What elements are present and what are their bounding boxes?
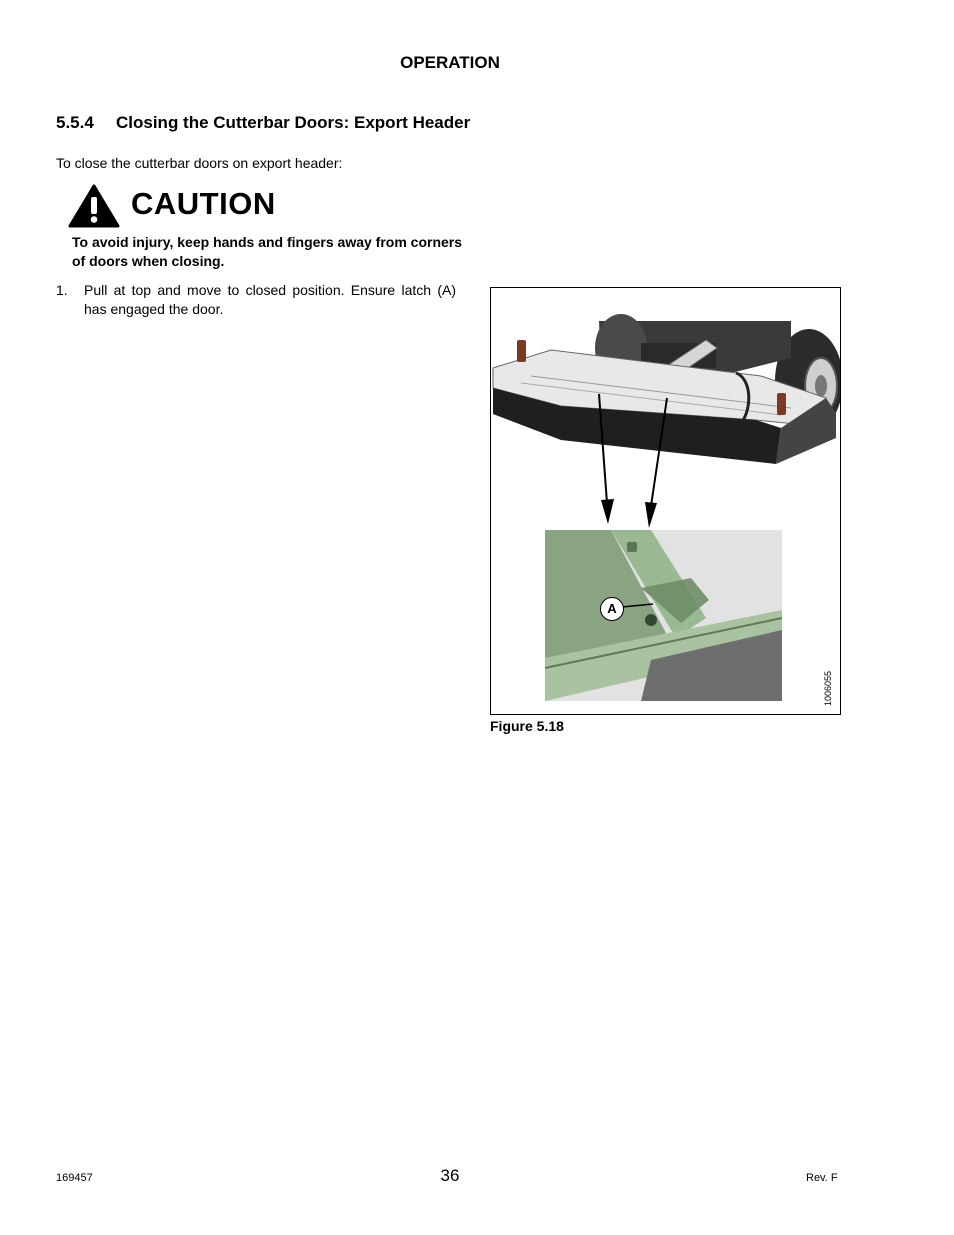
step-number: 1. xyxy=(56,282,68,298)
section-title: Closing the Cutterbar Doors: Export Header xyxy=(116,113,471,132)
figure-id: 1006055 xyxy=(823,670,833,706)
page-header-title: OPERATION xyxy=(400,53,500,72)
section-heading xyxy=(56,113,470,133)
caution-text: To avoid injury, keep hands and fingers away from corners of doors when closing. xyxy=(72,234,463,269)
footer-page-number: 36 xyxy=(440,1166,460,1185)
figure-caption: Figure 5.18 xyxy=(490,718,564,734)
section-number: 5.5.4 xyxy=(56,113,94,132)
figure-frame xyxy=(490,287,841,715)
callout-label-a: A xyxy=(600,597,624,621)
footer-doc-number: 169457 xyxy=(56,1172,93,1184)
step-item xyxy=(56,281,456,319)
step-text: Pull at top and move to closed position. Ensure latch (A) has engaged the door. xyxy=(84,282,456,317)
figure-illustration xyxy=(491,288,840,714)
intro-text: To close the cutterbar doors on export header: xyxy=(56,155,343,171)
caution-heading: CAUTION xyxy=(131,186,276,221)
footer-revision: Rev. F xyxy=(806,1172,838,1184)
warning-triangle-icon xyxy=(68,184,120,228)
